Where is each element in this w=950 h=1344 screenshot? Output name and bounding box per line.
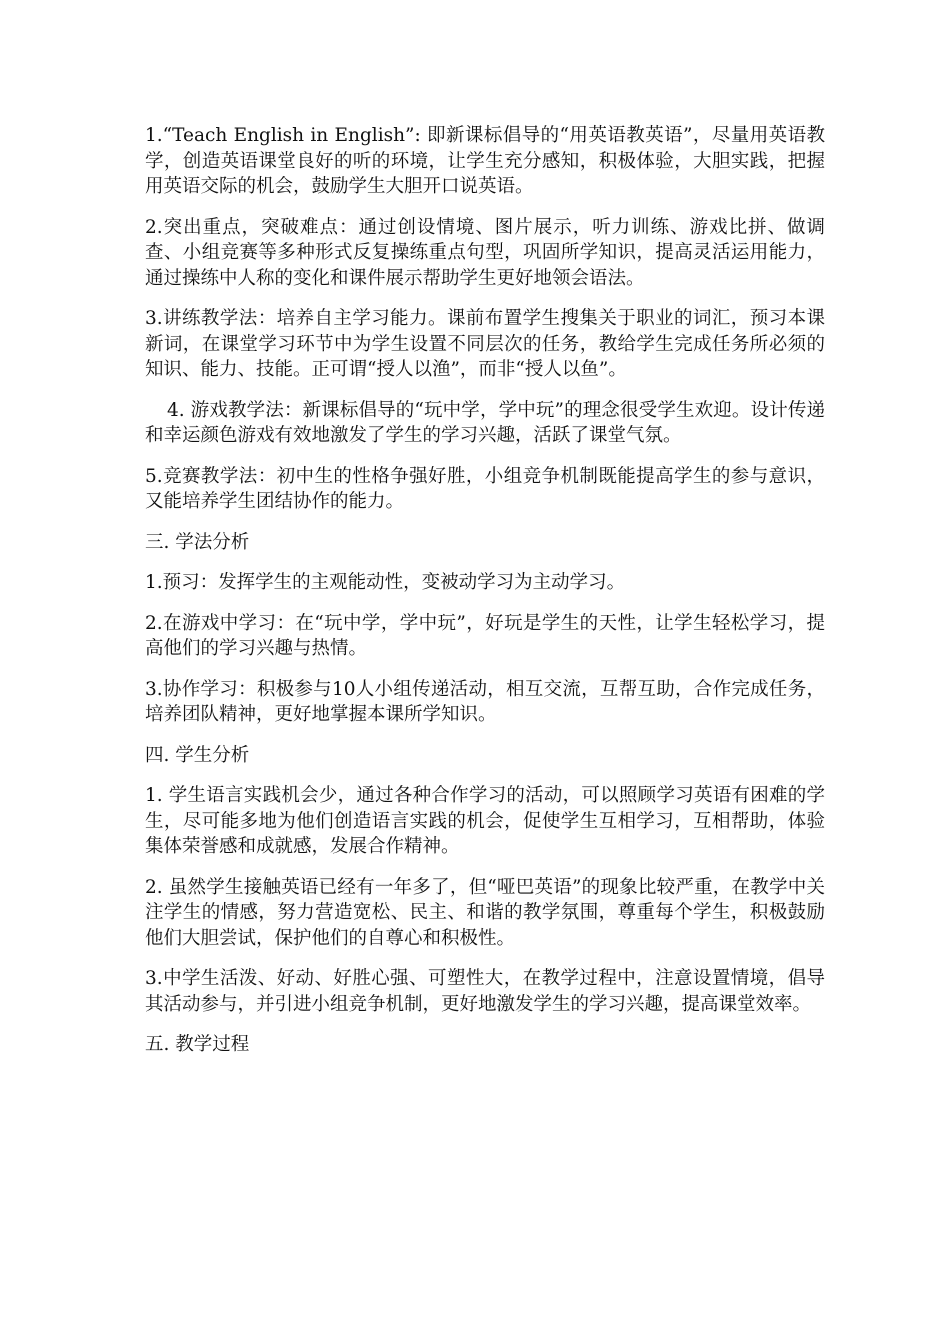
learning-through-games: 2.在游戏中学习：在“玩中学，学中玩”，好玩是学生的天性，让学生轻松学习，提高他们的学习兴趣与热情。	[145, 612, 825, 659]
method-game-teaching: 4. 游戏教学法：新课标倡导的“玩中学，学中玩”的理念很受学生欢迎。设计传递和幸运颜色游戏有效地激发了学生的学习兴趣，活跃了课堂气氛。	[145, 399, 825, 446]
learning-preview: 1.预习：发挥学生的主观能动性，变被动学习为主动学习。	[145, 572, 626, 593]
student-analysis-character: 3.中学生活泼、好动、好胜心强、可塑性大，在教学过程中，注意设置情境，倡导其活动参与，并引进小组竞争机制，更好地激发学生的学习兴趣，提高课堂效率。	[145, 968, 825, 1015]
method-teach-english-in-english: 1.“Teach English in English”: 即新课标倡导的“用英语教英语”，尽量用英语教学，创造英语课堂良好的听的环境，让学生充分感知，积极体验，大胆实践，把握用英语交际的机会，鼓励学生大胆开口说英语。	[145, 125, 825, 197]
method-key-points: 2.突出重点，突破难点：通过创设情境、图片展示，听力训练、游戏比拼、做调查、小组竞赛等多种形式反复操练重点句型，巩固所学知识，提高灵活运用能力，通过操练中人称的变化和课件展示帮助学生更好地领会语法。	[145, 216, 825, 289]
section-heading-teaching-process: 五. 教学过程	[145, 1034, 250, 1055]
section-heading-student-analysis: 四. 学生分析	[145, 744, 250, 766]
student-analysis-emotion: 2. 虽然学生接触英语已经有一年多了，但“哑巴英语”的现象比较严重，在教学中关注学生的情感，努力营造宽松、民主、和谐的教学氛围，尊重每个学生，积极鼓励他们大胆尝试，保护他们的自尊心和积极性。	[145, 876, 825, 949]
learning-cooperative: 3.协作学习：积极参与10人小组传递活动，相互交流，互帮互助，合作完成任务，培养团队精神，更好地掌握本课所学知识。	[145, 678, 825, 725]
method-lecture-practice: 3.讲练教学法：培养自主学习能力。课前布置学生搜集关于职业的词汇，预习本课新词，在课堂学习环节中为学生设置不同层次的任务，教给学生完成任务所必须的知识、能力、技能。正可谓“授人以渔”，而非“授人以鱼”。	[145, 308, 825, 380]
section-heading-learning-methods: 三. 学法分析	[145, 531, 250, 553]
method-competition: 5.竞赛教学法：初中生的性格争强好胜，小组竞争机制既能提高学生的参与意识，又能培养学生团结协作的能力。	[145, 465, 825, 512]
student-analysis-practice: 1. 学生语言实践机会少，通过各种合作学习的活动，可以照顾学习英语有困难的学生，尽可能多地为他们创造语言实践的机会，促使学生互相学习，互相帮助，体验集体荣誉感和成就感，发展合作精神。	[145, 785, 825, 857]
document-body	[145, 123, 825, 1073]
